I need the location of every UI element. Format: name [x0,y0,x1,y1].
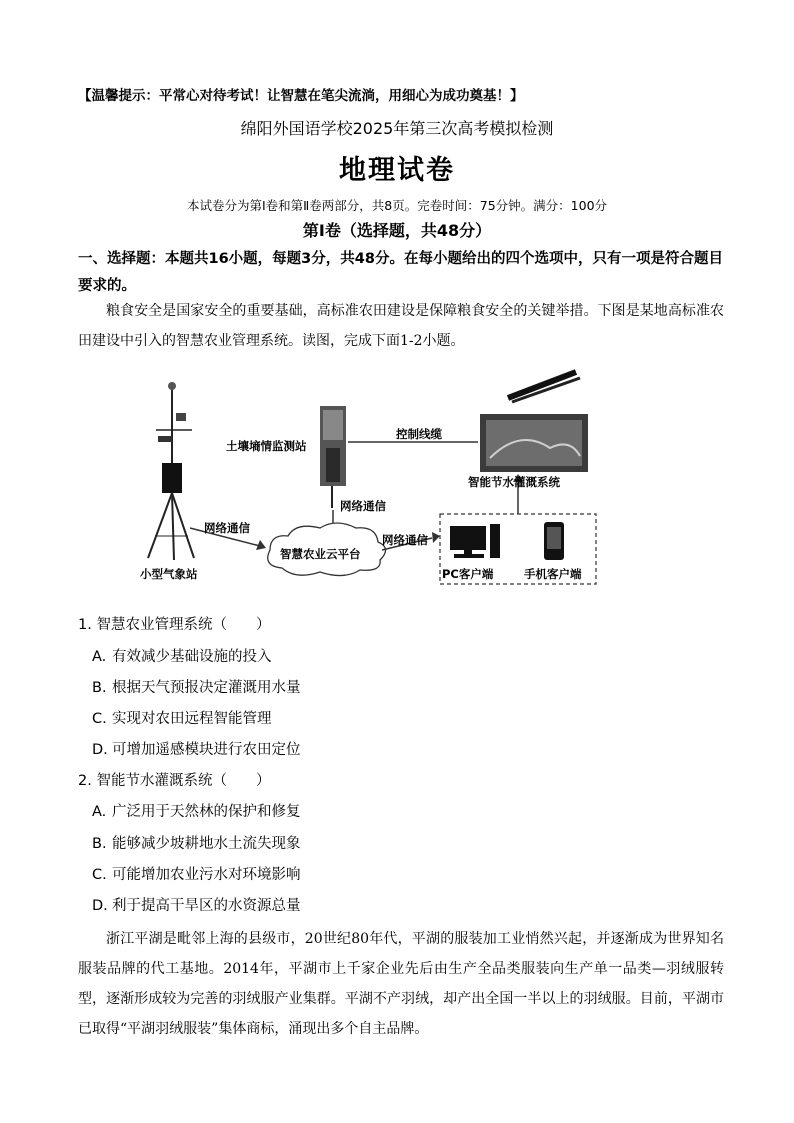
option-text: 利于提高干旱区的水资源总量 [112,898,301,914]
option-text: 广泛用于天然林的保护和修复 [112,804,301,820]
question-2-option-d[interactable] [92,894,301,915]
option-letter: D. [92,742,108,758]
option-text: 有效减少基础设施的投入 [112,649,272,665]
volume-title: 第Ⅰ卷（选择题，共48分） [302,221,492,240]
passage-2: 浙江平湖是毗邻上海的县级市，20世纪80年代，平湖的服装加工业悄然兴起，并逐渐成为世界知名服装品牌的代工基地。2014年，平湖市上千家企业先后由生产全品类服装向生产单一品类—羽绒服转型，逐渐形成较为完善的羽绒服产业集群。平湖不产羽绒，却产出全国一半以上的羽绒服。目前，平湖市已取得“平湖羽绒服装”集体商标，涌现出多个自主品牌。 [78,931,724,1037]
irrigation-label: 智能节水灌溉系统 [468,475,560,489]
option-text: 可增加遥感模块进行农田定位 [112,742,301,758]
mobile-icon [544,522,564,560]
network-label-2: 网络通信 [204,521,250,535]
exam-meta: 本试卷分为第Ⅰ卷和第Ⅱ卷两部分，共8页。完卷时间：75分钟。满分：100分 [186,198,608,213]
option-letter: C. [92,867,107,883]
question-1-option-b[interactable] [92,676,301,697]
option-text: 实现对农田远程智能管理 [112,711,272,727]
question-2-option-b[interactable] [92,832,301,853]
option-text: 能够减少坡耕地水土流失现象 [112,836,301,852]
option-letter: D. [92,898,108,914]
option-letter: A. [92,649,107,665]
pc-label: PC客户端 [442,567,494,581]
question-2-stem: 2. 智能节水灌溉系统（ ） [78,773,271,789]
option-letter: A. [92,804,107,820]
network-label-1: 网络通信 [340,499,386,513]
school-title: 绵阳外国语学校2025年第三次高考模拟检测 [240,119,554,138]
irrigation-icon [480,372,588,472]
option-letter: B. [92,680,107,696]
cloud-label: 智慧农业云平台 [280,547,361,561]
mobile-label: 手机客户端 [524,567,582,581]
option-letter: B. [92,836,107,852]
option-text: 根据天气预报决定灌溉用水量 [112,680,301,696]
weather-station-label: 小型气象站 [140,567,198,581]
question-1-option-c[interactable] [92,707,272,728]
question-1-option-a[interactable] [92,645,272,666]
subject-title: 地理试卷 [339,155,455,186]
question-2-option-a[interactable] [92,800,301,821]
soil-station-label: 土壤墒情监测站 [226,439,307,453]
option-text: 可能增加农业污水对环境影响 [112,867,301,883]
exam-tip: 【温馨提示：平常心对待考试！让智慧在笔尖流淌，用细心为成功奠基！】 [78,88,524,104]
passage-1: 粮食安全是国家安全的重要基础，高标准农田建设是保障粮食安全的关键举措。下图是某地高标准农田建设中引入的智慧农业管理系统。读图，完成下面1-2小题。 [78,303,724,349]
question-1-option-d[interactable] [92,738,301,759]
soil-station-icon [320,406,346,508]
weather-station-icon [148,382,194,560]
section-title: 一、选择题：本题共16小题，每题3分，共48分。在每小题给出的四个选项中，只有一项是符合题目要求的。 [78,251,723,294]
control-cable-label: 控制线缆 [396,427,442,441]
network-label-3: 网络通信 [382,533,428,547]
question-1-stem: 1. 智慧农业管理系统（ ） [78,617,271,633]
smart-agriculture-diagram [120,368,620,588]
question-2-option-c[interactable] [92,863,301,884]
option-letter: C. [92,711,107,727]
pc-icon [450,524,500,558]
